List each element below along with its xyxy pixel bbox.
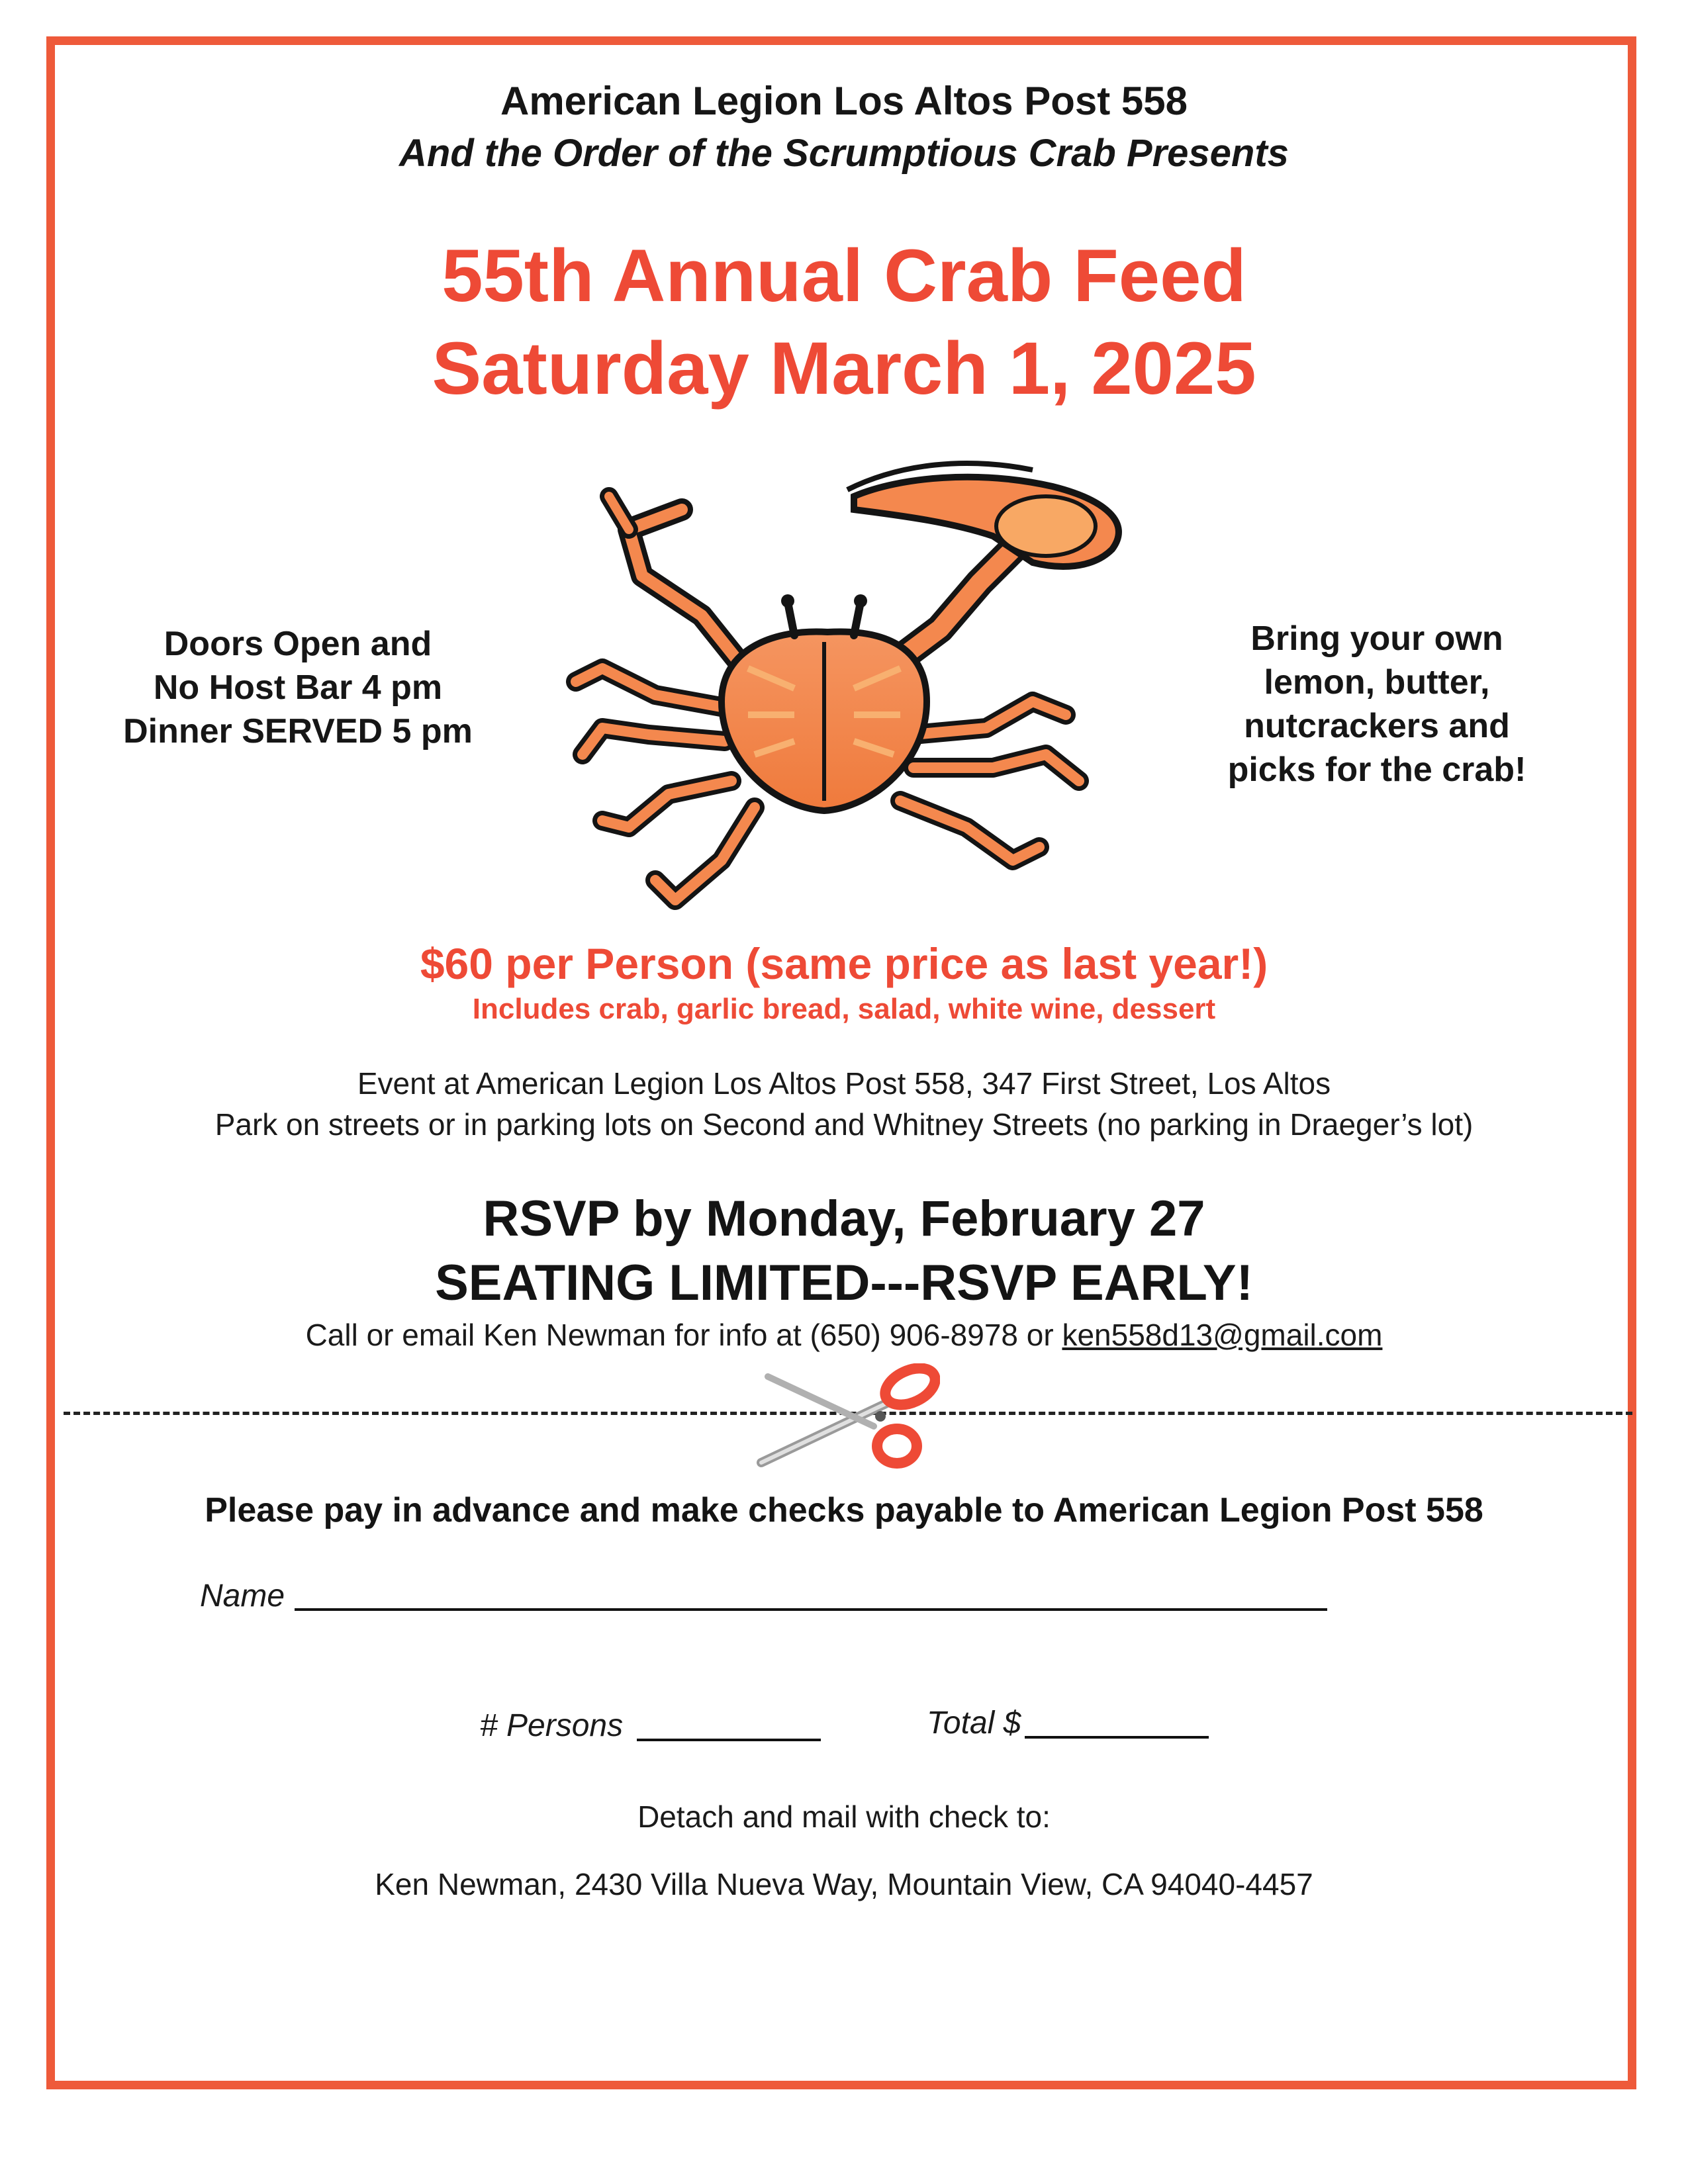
price-line: $60 per Person (same price as last year!) [420,939,1268,988]
email-link[interactable]: ken558d13@gmail.com [1062,1318,1383,1352]
rsvp-deadline: RSVP by Monday, February 27 [483,1191,1205,1247]
name-blank-line [295,1608,1327,1611]
total-label: Total $ [927,1706,1021,1741]
crab-illustration [556,450,1139,940]
persons-blank-line [637,1739,821,1741]
bring-your-own-block [1178,617,1575,792]
schedule-block [79,622,516,753]
bring-line: lemon, butter, [1264,663,1490,702]
schedule-line: Doors Open and [164,625,432,663]
contact-text: Call or email Ken Newman for info at (650) 906-8978 or [305,1318,1062,1352]
schedule-line: Dinner SERVED 5 pm [123,712,473,751]
contact-line [0,1317,1688,1353]
presents-subheading: And the Order of the Scrumptious Crab Presents [399,132,1289,175]
includes-line: Includes crab, garlic bread, salad, white wine, dessert [472,993,1216,1025]
payment-instructions: Please pay in advance and make checks payable to American Legion Post 558 [205,1491,1483,1529]
detach-instructions: Detach and mail with check to: [637,1799,1051,1834]
organization-heading: American Legion Los Altos Post 558 [500,79,1188,123]
bring-line: Bring your own [1250,619,1503,658]
venue-line: Event at American Legion Los Altos Post 558, 347 First Street, Los Altos [357,1066,1331,1101]
seating-limited-notice: SEATING LIMITED---RSVP EARLY! [435,1255,1253,1311]
mailing-address: Ken Newman, 2430 Villa Nueva Way, Mountain View, CA 94040-4457 [375,1867,1313,1901]
parking-line: Park on streets or in parking lots on Second and Whitney Streets (no parking in Draeger’s lot) [214,1107,1474,1142]
total-blank-line [1025,1736,1209,1739]
bring-line: picks for the crab! [1227,751,1526,789]
scissors-icon [755,1363,940,1476]
event-title: 55th Annual Crab Feed [442,234,1246,317]
persons-label: # Persons [480,1708,624,1743]
bring-line: nutcrackers and [1244,707,1510,745]
schedule-line: No Host Bar 4 pm [153,668,443,707]
name-label: Name [200,1578,285,1614]
event-date: Saturday March 1, 2025 [432,327,1256,410]
